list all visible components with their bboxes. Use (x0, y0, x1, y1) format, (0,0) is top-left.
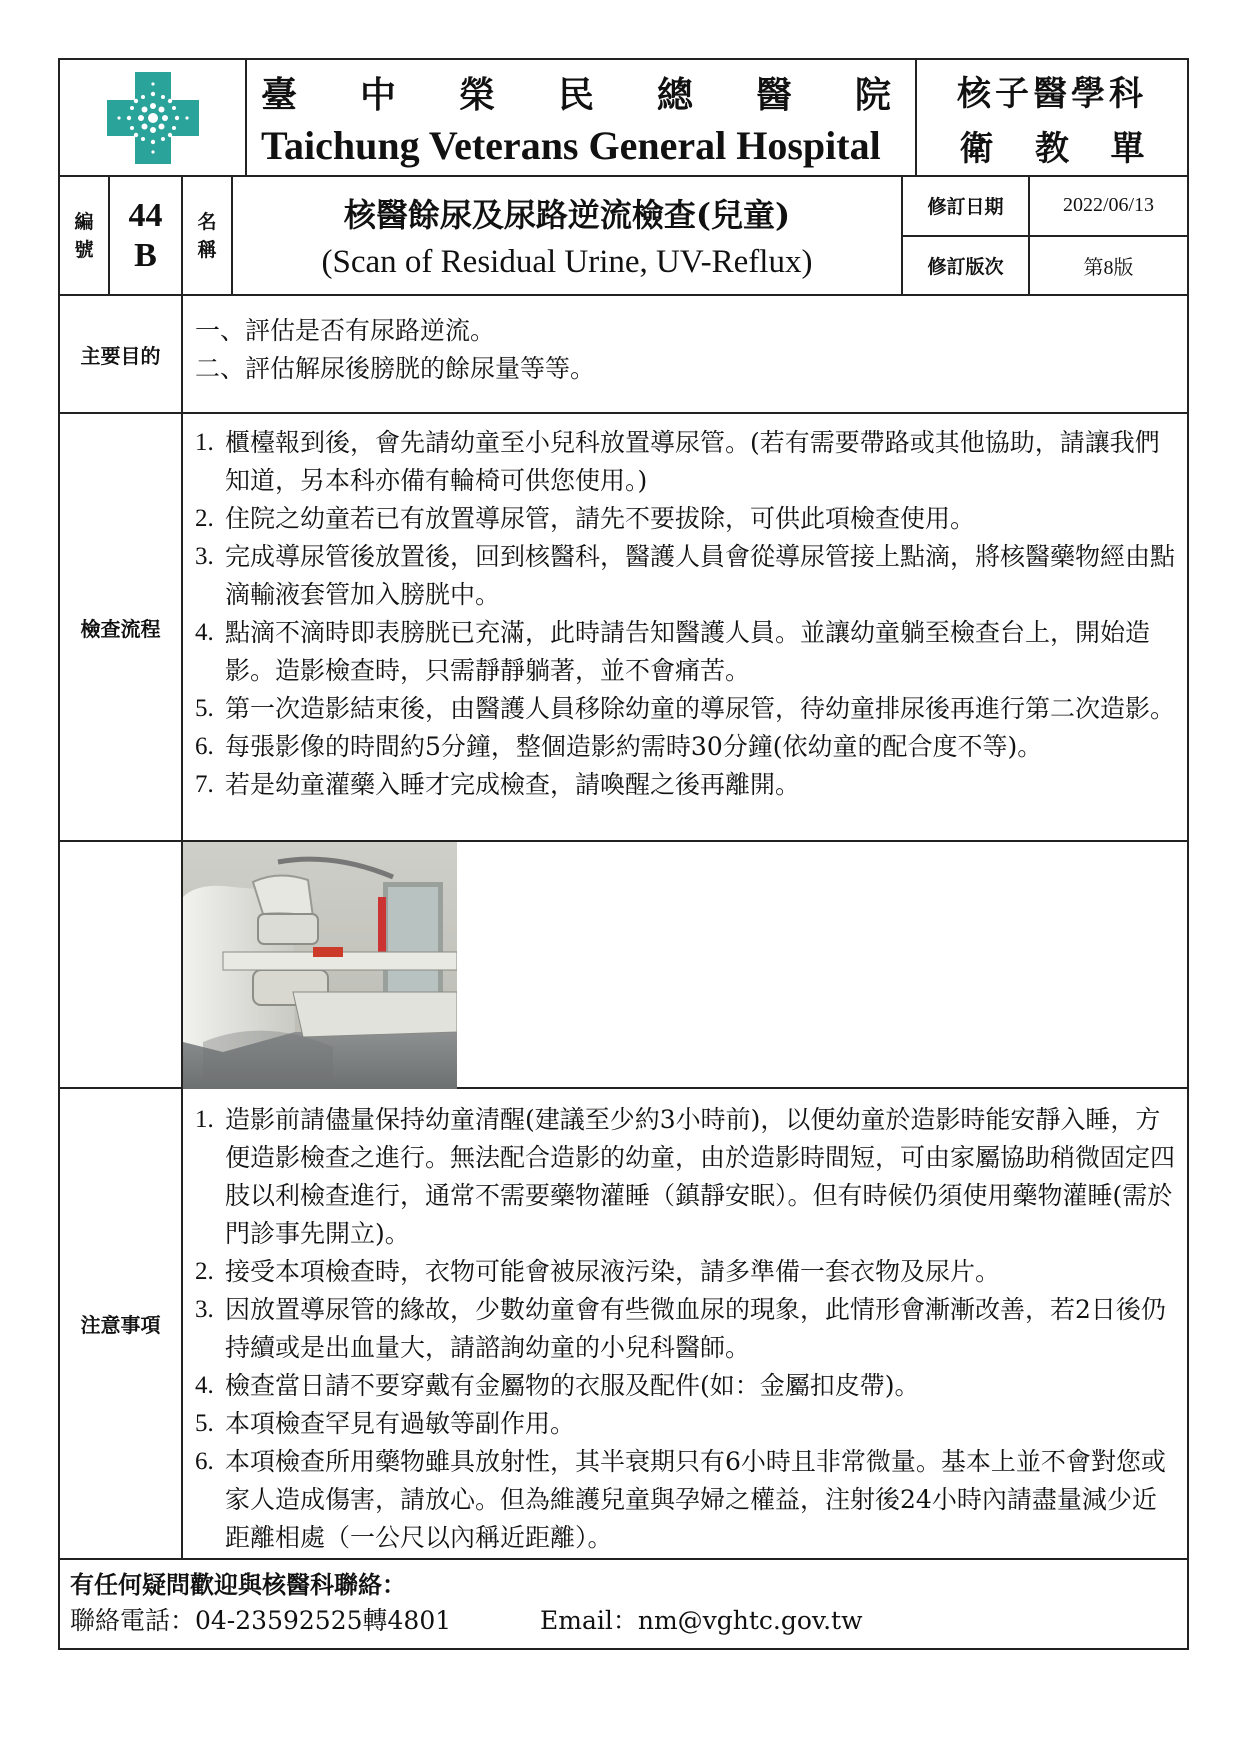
hospital-name-en: Taichung Veterans General Hospital (261, 122, 881, 168)
contact-footer (60, 1560, 1187, 1648)
number-label: 編 號 (60, 177, 110, 294)
revision-date-label: 修訂日期 (903, 177, 1030, 235)
revision-version-label: 修訂版次 (903, 237, 1030, 295)
revision-meta (903, 177, 1187, 294)
procedure-item: 4. 點滴不滴時即表膀胱已充滿，此時請告知醫護人員。並讓幼童躺至檢查台上，開始造影。造影檢查時，只需靜靜躺著，並不會痛苦。 (195, 618, 1151, 685)
exam-title-cell (233, 177, 903, 294)
procedure-item: 2. 住院之幼童若已有放置導尿管，請先不要拔除，可供此項檢查使用。 (195, 504, 976, 533)
department-name: 核子醫學科 (957, 73, 1147, 114)
procedure-item: 3. 完成導尿管後放置後，回到核醫科，醫護人員會從導尿管接上點滴，將核醫藥物經由點滴輸液套管加入膀胱中。 (195, 542, 1176, 609)
purpose-line: 二、評估解尿後膀胱的餘尿量等等。 (195, 354, 596, 383)
revision-version-row (903, 237, 1187, 295)
revision-version-value: 第8版 (1083, 256, 1134, 279)
procedure-item: 1. 櫃檯報到後，會先請幼童至小兒科放置導尿管。(若有需要帶路或其他協助，請讓我們知道，另本科亦備有輪椅可供您使用。) (195, 428, 1160, 495)
purpose-row (60, 296, 1187, 414)
notes-item: 4. 檢查當日請不要穿戴有金屬物的衣服及配件(如：金屬扣皮帶)。 (195, 1371, 920, 1400)
photo-row (60, 842, 1187, 1089)
revision-date-row (903, 177, 1187, 237)
purpose-label: 主要目的 (60, 296, 183, 412)
revision-date-value: 2022/06/13 (1062, 194, 1155, 217)
department-cell (917, 60, 1187, 175)
hospital-title-cell (247, 60, 917, 175)
contact-email[interactable]: Email：nm@vghtc.gov.tw (540, 1606, 863, 1635)
notes-item: 6. 本項檢查所用藥物雖具放射性，其半衰期只有6小時且非常微量。基本上並不會對您或家人造成傷害，請放心。但為維護兒童與孕婦之權益，注射後24小時內請盡量減少近距離相處（一公尺以內稱近距離）。 (195, 1447, 1166, 1552)
exam-title-zh: 核醫餘尿及尿路逆流檢查(兒童) (343, 196, 791, 234)
hospital-cross-logo-icon (105, 70, 201, 166)
exam-title-en: (Scan of Residual Urine, UV-Reflux) (321, 244, 813, 280)
procedure-content (183, 414, 1187, 840)
hospital-name-zh: 臺 中 榮 民 總 醫 院 (261, 73, 891, 116)
procedure-item: 7. 若是幼童灌藥入睡才完成檢查，請喚醒之後再離開。 (195, 770, 801, 799)
procedure-row (60, 414, 1187, 842)
notes-item: 1. 造影前請儘量保持幼童清醒(建議至少約3小時前)，以便幼童於造影時能安靜入睡，方便造影檢查之進行。無法配合造影的幼童，由於造影時間短，可由家屬協助稍微固定四肢以利檢查進行，通常不需要藥物灌睡（鎮靜安眠）。但有時候仍須使用藥物灌睡(需於門診事先開立)。 (195, 1105, 1176, 1248)
health-education-sheet (58, 58, 1189, 1650)
notes-item: 5. 本項檢查罕見有過敏等副作用。 (195, 1409, 576, 1438)
purpose-line: 一、評估是否有尿路逆流。 (195, 316, 496, 345)
notes-content (183, 1089, 1187, 1558)
contact-line (70, 1602, 1177, 1640)
sheet-type: 衛 教 單 (959, 128, 1145, 169)
contact-phone: 聯絡電話：04-23592525轉4801 (70, 1606, 452, 1635)
notes-item: 2. 接受本項檢查時，衣物可能會被尿液污染，請多準備一套衣物及尿片。 (195, 1257, 1001, 1286)
notes-label: 注意事項 (60, 1089, 183, 1558)
document-number: 44 B (110, 177, 183, 294)
notes-row (60, 1089, 1187, 1560)
notes-item: 3. 因放置導尿管的緣故，少數幼童會有些微血尿的現象，此情形會漸漸改善，若2日後仍持續或是出血量大，請諮詢幼童的小兒科醫師。 (195, 1295, 1166, 1362)
photo-label-empty (60, 842, 183, 1087)
purpose-content (183, 296, 1187, 412)
header-row (60, 60, 1187, 177)
document-info-row (60, 177, 1187, 296)
name-label: 名 稱 (183, 177, 233, 294)
photo-cell (183, 842, 1187, 1087)
procedure-label: 檢查流程 (60, 414, 183, 840)
procedure-item: 6. 每張影像的時間約5分鐘，整個造影約需時30分鐘(依幼童的配合度不等)。 (195, 732, 1043, 761)
gamma-camera-photo (183, 842, 457, 1089)
logo-cell (60, 60, 247, 175)
procedure-item: 5. 第一次造影結束後，由醫護人員移除幼童的導尿管，待幼童排尿後再進行第二次造影。 (195, 694, 1176, 723)
contact-question: 有任何疑問歡迎與核醫科聯絡： (70, 1570, 406, 1599)
